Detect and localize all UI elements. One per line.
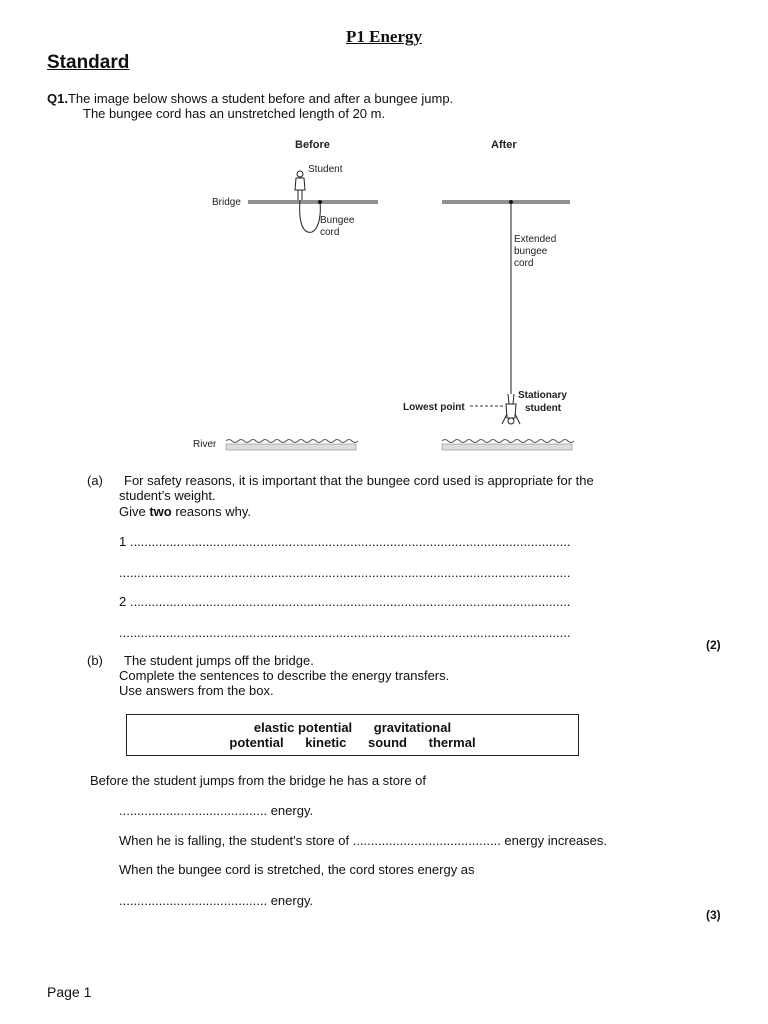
label-student: Student <box>308 164 343 175</box>
part-b-marks: (3) <box>706 908 721 922</box>
sentence-3-blank[interactable]: ......................................... energy. <box>119 893 314 908</box>
part-b-label: (b) <box>87 653 103 668</box>
word-kinetic: kinetic <box>305 735 347 750</box>
word-sound: sound <box>368 735 407 750</box>
word-box <box>126 714 579 756</box>
word-thermal: thermal <box>428 735 476 750</box>
label-river: River <box>193 439 217 450</box>
question-1-text: The image below shows a student before and after a bungee jump. <box>67 91 454 106</box>
question-1-line2: The bungee cord has an unstretched length of 20 m. <box>83 106 386 121</box>
label-bridge: Bridge <box>212 197 241 208</box>
sentence-3: When the bungee cord is stretched, the cord stores energy as <box>119 862 475 877</box>
label-stationary-student: student <box>525 403 562 414</box>
label-extended-bungee: bungee <box>514 246 548 257</box>
river-left <box>226 440 358 451</box>
part-b-line1: The student jumps off the bridge. <box>124 653 314 668</box>
bungee-cord-before <box>300 200 321 232</box>
label-after: After <box>491 139 517 151</box>
part-a-line3 <box>119 504 251 519</box>
sentence-2[interactable]: When he is falling, the student's store of ......................................... energy increases. <box>119 833 608 848</box>
answer-line-1[interactable]: 1 .......................................................................................................................... <box>119 534 571 549</box>
label-extended: Extended <box>514 234 557 245</box>
page-title: P1 Energy <box>345 27 423 46</box>
section-heading: Standard <box>47 52 130 73</box>
part-a-line3-post: reasons why. <box>171 504 251 519</box>
question-1-line1 <box>47 91 453 106</box>
word-box-row2 <box>127 735 578 750</box>
part-b-line2: Complete the sentences to describe the energy transfers. <box>119 668 450 683</box>
answer-line-2[interactable]: 2 .......................................................................................................................... <box>119 594 571 609</box>
answer-line-1b[interactable]: ............................................................................................................................. <box>119 565 571 580</box>
answer-line-2b[interactable]: ............................................................................................................................. <box>119 625 571 640</box>
word-potential: potential <box>229 735 284 750</box>
part-a-line2: student’s weight. <box>119 488 216 503</box>
student-figure-before <box>295 171 305 200</box>
label-cord: cord <box>320 227 340 238</box>
label-before: Before <box>295 139 330 151</box>
sentence-1-blank[interactable]: ......................................... energy. <box>119 803 314 818</box>
part-a-line3-pre: Give <box>119 504 150 519</box>
word-elastic-potential: elastic potential <box>253 720 353 735</box>
page-footer: Page 1 <box>47 984 92 1000</box>
label-lowest-point: Lowest point <box>403 402 465 413</box>
label-bungee: Bungee <box>320 215 355 226</box>
part-a-label: (a) <box>87 473 103 488</box>
part-a-line3-bold: two <box>149 504 172 519</box>
part-a-marks: (2) <box>706 638 721 652</box>
label-extended-cord: cord <box>514 258 534 269</box>
part-a-line1: For safety reasons, it is important that the bungee cord used is appropriate for the <box>124 473 594 488</box>
bungee-diagram <box>180 132 600 457</box>
word-box-row1 <box>127 720 578 735</box>
label-stationary: Stationary <box>518 390 567 401</box>
part-b-line3: Use answers from the box. <box>119 683 274 698</box>
cord-attach-before <box>318 200 322 204</box>
sentence-1: Before the student jumps from the bridge he has a store of <box>90 773 427 788</box>
word-gravitational: gravitational <box>373 720 452 735</box>
river-right <box>442 440 574 451</box>
question-number: Q1. <box>47 91 68 106</box>
